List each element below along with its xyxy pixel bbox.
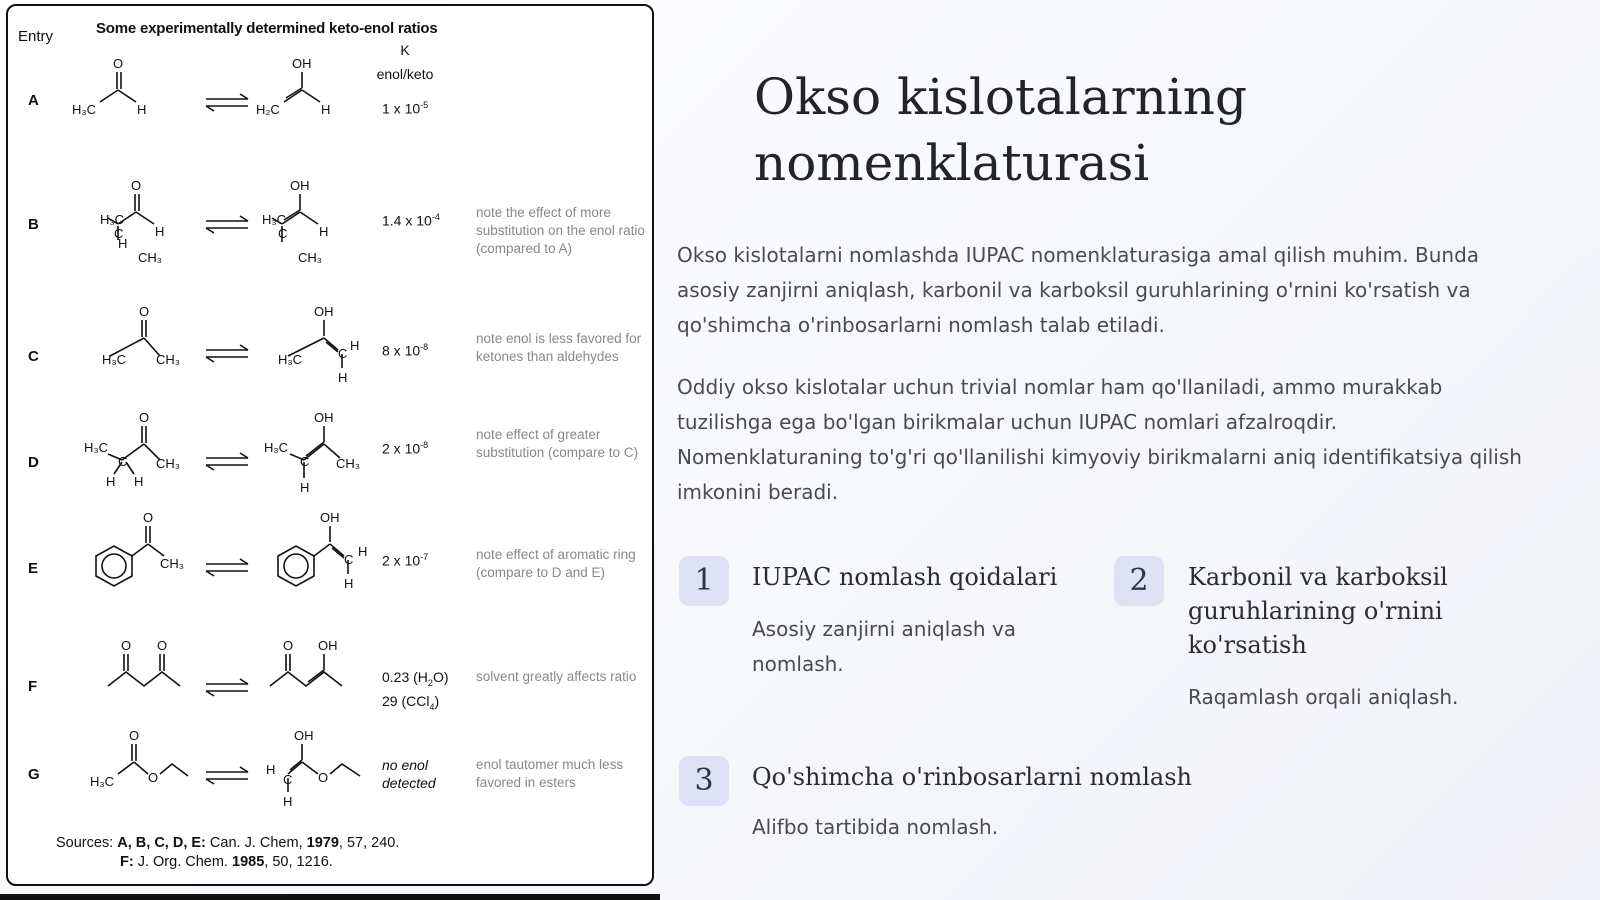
atom-label: H — [118, 236, 128, 251]
atom-label: H₃C — [84, 440, 109, 455]
row-letter: C — [28, 348, 39, 365]
k-column-header — [370, 38, 440, 86]
step-description: Alifbo tartibida nomlash. — [752, 815, 999, 839]
atom-label: O — [121, 638, 132, 653]
atom-label: O — [129, 728, 140, 743]
atom-label: H₂C — [256, 102, 280, 117]
atom-label: H₃C — [90, 774, 115, 789]
bottom-bar — [0, 894, 660, 900]
k-value: 2 x $10^{-7}$ — [382, 552, 429, 569]
step-title: IUPAC nomlash qoidalari — [752, 563, 1058, 591]
figure-title: Some experimentally determined keto-enol ratios — [96, 20, 438, 37]
atom-label: H — [319, 224, 329, 239]
atom-label: C — [278, 226, 288, 241]
atom-label: H — [321, 102, 331, 117]
k-label: K — [400, 42, 410, 58]
row-note: note the effect of more substitution on the enol ratio (compared to A) — [476, 205, 645, 256]
paragraph-2: Oddiy okso kislotalar uchun trivial nomlar ham qo'llaniladi, ammo murakkab tuzilishga ega bo'lgan birikmalar uchun IUPAC nomlari afzalroqdir. Nomenklaturaning to'g'ri qo'llanilishi kimyoviy birikmalarni aniq identifikatsiya qilish imkonini beradi. — [677, 375, 1522, 504]
keto-enol-figure — [6, 4, 654, 886]
atom-label: O — [283, 638, 294, 653]
atom-label: C — [338, 346, 348, 361]
atom-label: H₃C — [278, 352, 303, 367]
atom-label: H — [283, 794, 293, 809]
row-letter: B — [28, 216, 39, 233]
atom-label: OH — [314, 410, 334, 425]
k-value: 2 x $10^{-8}$ — [382, 440, 429, 457]
atom-label: CH₃ — [336, 456, 361, 471]
structure-a — [68, 42, 368, 142]
atom-label: CH₃ — [160, 556, 185, 571]
figure-sources: Sources: A, B, C, D, E: Can. J. Chem, 1979, 57, 240. F: J. Org. Chem. 1985, 50, 1216. — [56, 835, 400, 870]
row-letter: D — [28, 454, 39, 471]
atom-label: C — [118, 454, 128, 469]
atom-label: H — [155, 224, 165, 239]
structure-d — [68, 404, 368, 514]
atom-label: H — [134, 474, 144, 489]
atom-label: H₃C — [102, 352, 127, 367]
row-letter: F — [28, 678, 38, 695]
row-note: note effect of greater substitution (compare to C) — [476, 427, 639, 460]
row-letter: E — [28, 560, 39, 577]
atom-label: OH — [292, 56, 312, 71]
atom-label: O — [113, 56, 124, 71]
atom-label: OH — [318, 638, 338, 653]
step-number-badge: 1 — [679, 556, 729, 606]
atom-label: CH₃ — [298, 250, 323, 265]
atom-label: H₃C — [262, 212, 287, 227]
paragraph-1: Okso kislotalarni nomlashda IUPAC nomenklaturasiga amal qilish muhim. Bunda asosiy zanjirni aniqlash, karbonil va karboksil guruhlarining o'rnini ko'rsatish va qo'shimcha o'rinbosarlarni nomlash talab etiladi. — [677, 243, 1480, 337]
k-value: 1.4 x $10^{-4}$ — [382, 212, 440, 229]
atom-label: O — [139, 410, 150, 425]
atom-label: O — [131, 178, 142, 193]
atom-label: CH₃ — [138, 250, 163, 265]
atom-label: C — [283, 772, 293, 787]
atom-label: H₃C — [72, 102, 97, 117]
row-letter: A — [28, 92, 39, 109]
step-description: Asosiy zanjirni aniqlash va nomlash. — [752, 617, 1017, 676]
step-number-badge: 2 — [1114, 556, 1164, 606]
entry-column-header: Entry — [18, 28, 54, 45]
row-letter: G — [28, 766, 40, 783]
atom-label: C — [114, 226, 124, 241]
atom-label: H — [106, 474, 116, 489]
step-number-badge: 3 — [679, 756, 729, 806]
k-value: 0.23 $(H_2O)$ 29 (CCl$_4$) — [382, 669, 449, 712]
atom-label: H — [350, 338, 360, 353]
atom-label: H — [358, 544, 368, 559]
atom-label: CH₃ — [156, 456, 181, 471]
atom-label: H — [300, 480, 310, 495]
row-note: solvent greatly affects ratio — [476, 669, 637, 684]
structure-g — [68, 716, 368, 826]
step-description: Raqamlash orqali aniqlash. — [1188, 685, 1459, 709]
page-title: Okso kislotalarning nomenklaturasi — [754, 68, 1247, 192]
atom-label: OH — [294, 728, 314, 743]
atom-label: O — [143, 510, 154, 525]
atom-label: H — [338, 370, 348, 385]
row-note: note effect of aromatic ring (compare to D and E) — [476, 547, 636, 580]
atom-label: C — [300, 454, 310, 469]
atom-label: O — [139, 304, 150, 319]
atom-label: OH — [314, 304, 334, 319]
step-title: Qo'shimcha o'rinbosarlarni nomlash — [752, 763, 1192, 791]
k-value: 1 x $10^{-5}$ — [382, 100, 429, 117]
row-note: enol tautomer much less favored in esters — [476, 757, 624, 790]
atom-label: OH — [320, 510, 340, 525]
atom-label: O — [318, 770, 329, 785]
atom-label: C — [344, 552, 354, 567]
structure-e — [68, 510, 368, 620]
structure-c — [68, 298, 368, 408]
atom-label: H — [266, 762, 276, 777]
atom-label: H — [344, 576, 354, 591]
atom-label: CH₃ — [156, 352, 181, 367]
k-value: no enol detected — [382, 757, 436, 791]
atom-label: H₃C — [100, 212, 125, 227]
step-title: Karbonil va karboksil guruhlarining o'rnini ko'rsatish — [1188, 563, 1448, 659]
k-sub-label: enol/keto — [376, 66, 434, 82]
structure-b — [68, 166, 368, 276]
atom-label: O — [157, 638, 168, 653]
row-note: note enol is less favored for ketones than aldehydes — [476, 331, 642, 364]
atom-label: O — [148, 770, 159, 785]
atom-label: OH — [290, 178, 310, 193]
atom-label: H — [137, 102, 147, 117]
atom-label: H₃C — [264, 440, 289, 455]
k-value: 8 x $10^{-8}$ — [382, 342, 429, 359]
